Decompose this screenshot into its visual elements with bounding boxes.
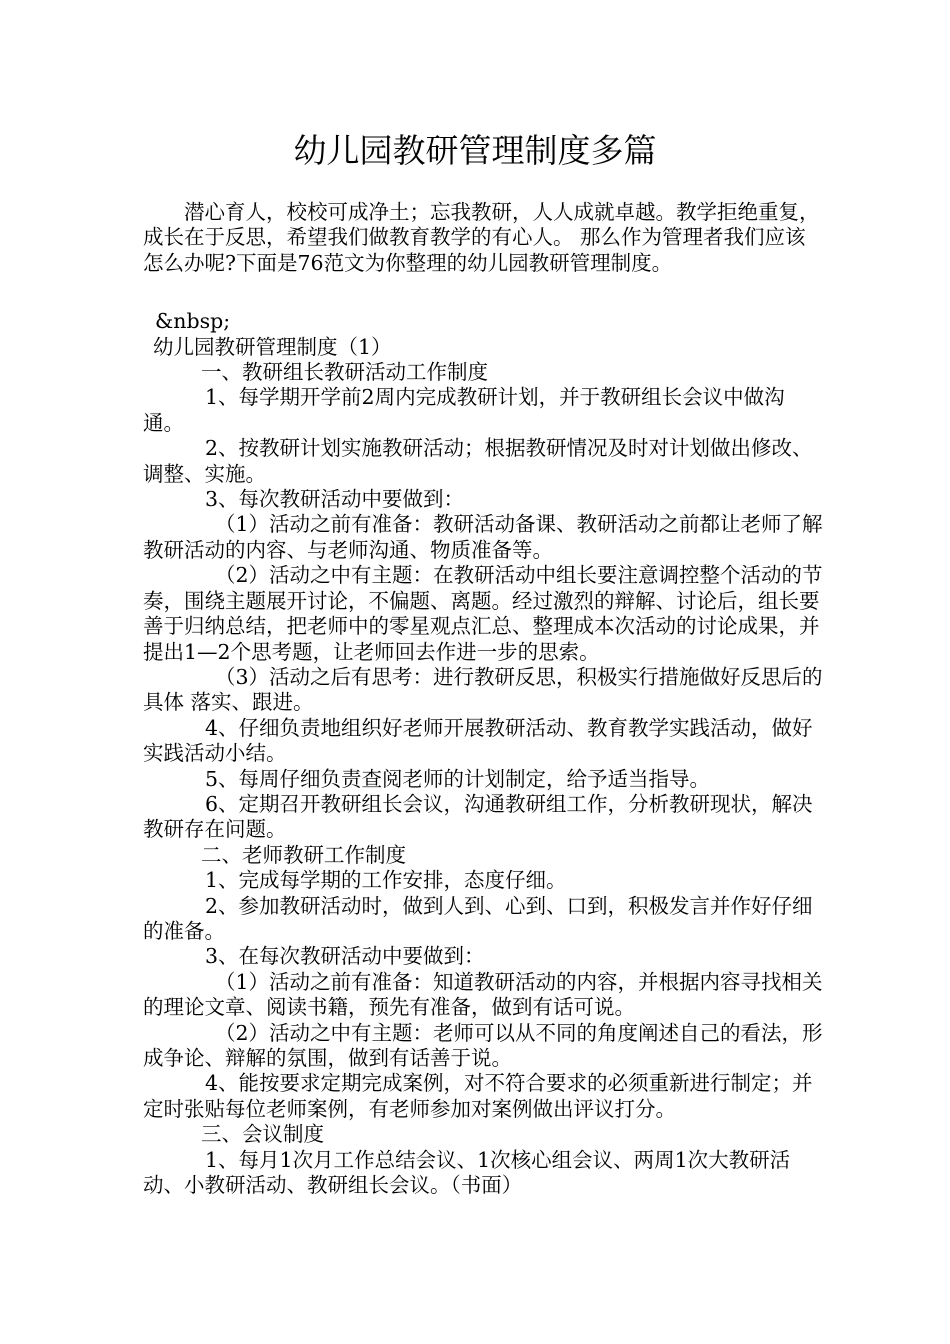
blank-line [143, 276, 825, 301]
paragraph: （2）活动之中有主题：老师可以从不同的角度阐述自己的看法，形成争论、辩解的氛围，做到有话善于说。 [143, 1020, 823, 1070]
section-heading: 一、教研组长教研活动工作制度 [201, 360, 488, 385]
paragraph: 5、每周仔细负责查阅老师的计划制定，给予适当指导。 [205, 766, 711, 791]
paragraph: 1、完成每学期的工作安排，态度仔细。 [205, 868, 567, 893]
intro-paragraph: 潜心育人，校校可成净土；忘我教研，人人成就卓越。教学拒绝重复，成长在于反思，希望我们做教育教学的有心人。 那么作为管理者我们应该怎么办呢?下面是76范文为你整理的幼儿园教研管理制度。 [143, 200, 820, 275]
section-subtitle: 幼儿园教研管理制度（1） [153, 334, 392, 359]
paragraph: 6、定期召开教研组长会议，沟通教研组工作，分析教研现状，解决教研存在问题。 [143, 791, 813, 842]
paragraph: （3）活动之后有思考：进行教研反思，积极实行措施做好反思后的具体 落实、跟进。 [143, 664, 823, 715]
paragraph: 2、按教研计划实施教研活动；根据教研情况及时对计划做出修改、调整、实施。 [143, 436, 813, 486]
paragraph: 4、能按要求定期完成案例，对不符合要求的必须重新进行制定；并定时张贴每位老师案例，有老师参加对案例做出评议打分。 [143, 1071, 813, 1121]
paragraph: 1、每学期开学前2周内完成教研计划，并于教研组长会议中做沟通。 [143, 385, 785, 435]
section-heading: 三、会议制度 [201, 1122, 324, 1147]
raw-entity-text: &nbsp; [155, 309, 231, 334]
section-heading: 二、老师教研工作制度 [201, 842, 406, 867]
paragraph: 3、在每次教研活动中要做到： [205, 944, 485, 969]
paragraph: 1、每月1次月工作总结会议、1次核心组会议、两周1次大教研活动、小教研活动、教研组长会议。（书面） [143, 1147, 791, 1198]
paragraph: （2）活动之中有主题：在教研活动中组长要注意调控整个活动的节奏，围绕主题展开讨论，不偏题、离题。经过激烈的辩解、讨论后，组长要善于归纳总结，把老师中的零星观点汇总、整理成本次活动的讨论成果，并提出1—2个思考题，让老师回去作进一步的思索。 [143, 563, 823, 664]
document-body [143, 200, 825, 1198]
paragraph: （1）活动之前有准备：教研活动备课、教研活动之前都让老师了解教研活动的内容、与老师沟通、物质准备等。 [143, 512, 823, 562]
page-title: 幼儿园教研管理制度多篇 [293, 131, 657, 170]
paragraph: 4、仔细负责地组织好老师开展教研活动、教育教学实践活动，做好实践活动小结。 [143, 715, 813, 766]
paragraph: 2、参加教研活动时，做到人到、心到、口到，积极发言并作好仔细的准备。 [143, 893, 813, 943]
paragraph: 3、每次教研活动中要做到： [205, 487, 465, 512]
blank-line [143, 301, 825, 309]
paragraph: （1）活动之前有准备：知道教研活动的内容，并根据内容寻找相关的理论文章、阅读书籍，预先有准备，做到有话可说。 [143, 969, 823, 1020]
